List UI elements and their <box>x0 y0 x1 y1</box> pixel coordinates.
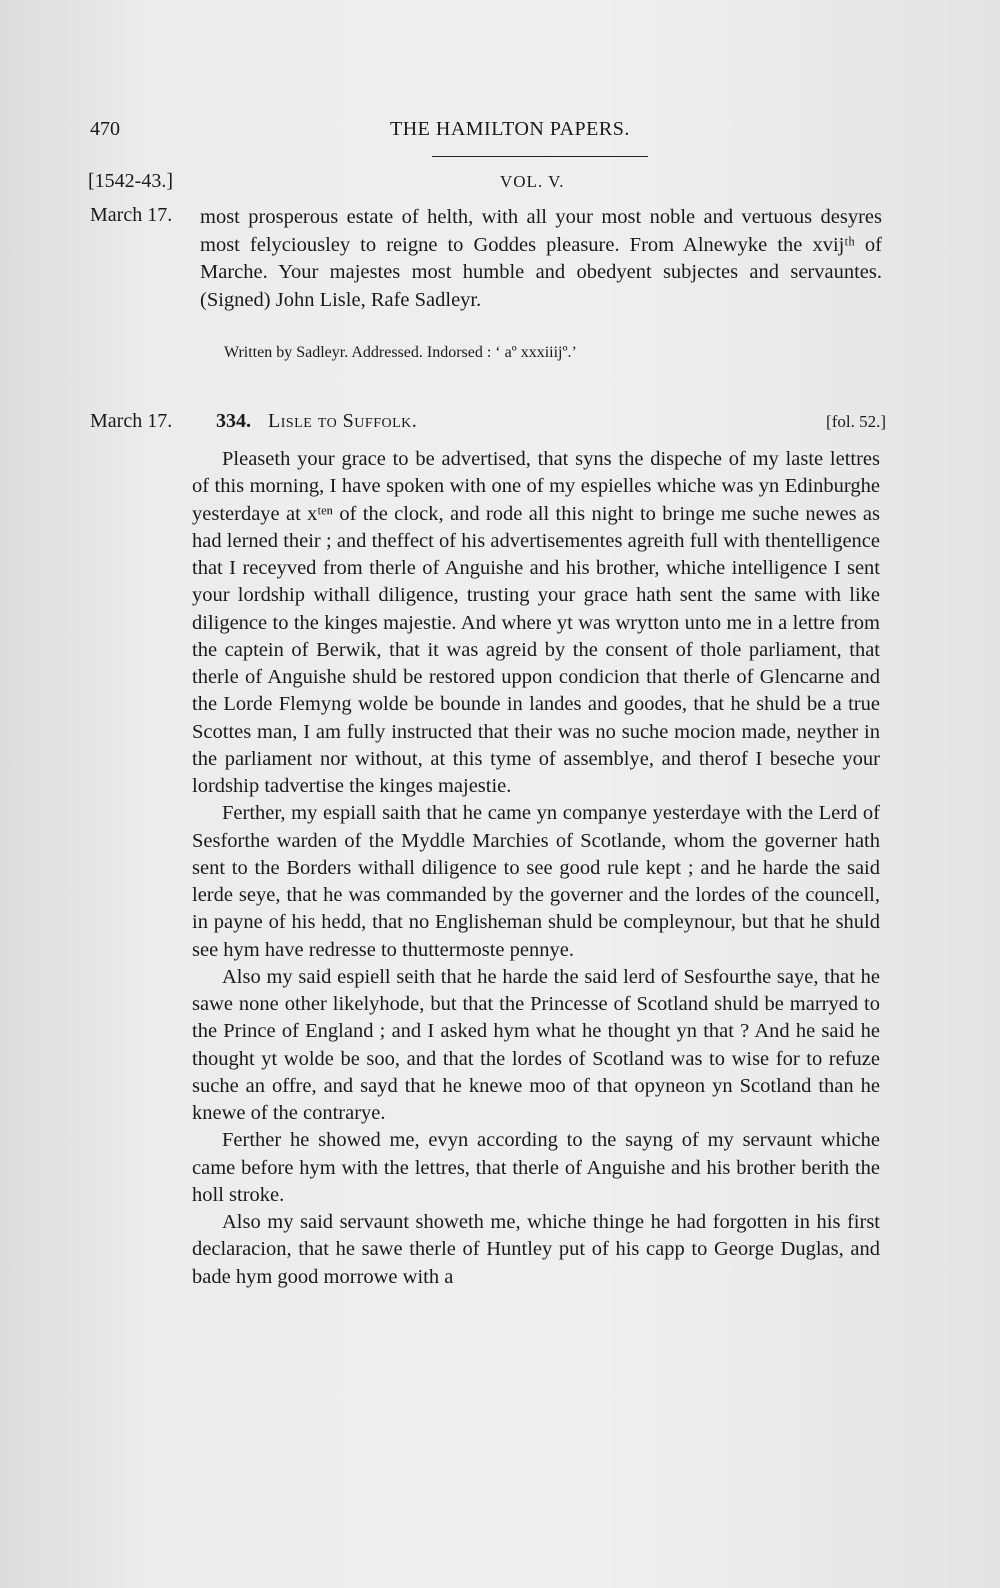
folio-reference: [fol. 52.] <box>826 412 886 431</box>
running-head <box>90 118 910 148</box>
document-number: 334. <box>216 410 251 432</box>
paragraph: Ferther he showed me, evyn according to the sayng of my servaunt whiche came before hym with the lettres, that therle of Anguishe and his brother berith the holl stroke. <box>192 1129 880 1206</box>
date-range: [1542-43.] <box>88 170 173 192</box>
continued-letter-text: most prosperous estate of helth, with all your most noble and vertuous desyres most felyciousley to reigne to Goddes pleasure. From Alnewyke the xvijᵗʰ of Marche. Your majestes most humble and obedyent subjectes and servauntes. (Signed) John Lisle, Rafe Sadleyr. <box>200 206 882 311</box>
volume-label: VOL. V. <box>500 172 565 191</box>
paragraph: Pleaseth your grace to be advertised, that syns the dispeche of my laste lettres of this morning, I have spoken with one of my espielles whiche was yn Edinburghe yesterdaye at xᵗᵉⁿ of the clock, and rode all this night to bringe me suche newes as had lerned their ; and theffect of his advertisementes agreith full with thentelligence that I receyved from therle of Anguishe and his brother, whiche intelligence I sent your lordship withall diligence, trusting your grace hath sent the same with like diligence to the kinges majestie. And where yt was wrytton unto me in a lettre from the captein of Berwik, that it was agreid by the consent of thole parliament, that therle of Anguishe shuld be restored uppon condicion that therle of Glencarne and the Lorde Flemyng wolde be bounde in landes and goodes, that he shuld be a true Scottes man, I am fully instructed that their was no suche mocion made, neyther in the parliament nor without, at this tyme of assemblye, and therof I beseche your lordship tadvertise the kinges majestie. <box>192 448 880 797</box>
paragraph: Also my said espiell seith that he harde the said lerd of Sesfourthe saye, that he sawe none other likelyhode, but that the Princesse of Scotland shuld be marryed to the Prince of England ; and I asked hym what he thought yn that ? And he said he thought yt wolde be soo, and that the lordes of Scotland was to wise for to refuze suche an offre, and sayd that he knewe moo of that opyneon yn Scotland than he knewe of the contrarye. <box>192 965 880 1124</box>
title-rule <box>432 156 648 157</box>
page-number: 470 <box>90 118 120 140</box>
paragraph: Also my said servaunt showeth me, whiche thinge he had forgotten in his first declaracion, that he sawe therle of Huntley put of his capp to George Duglas, and bade hym good morrowe with a <box>192 1211 880 1288</box>
book-title: THE HAMILTON PAPERS. <box>390 118 630 140</box>
document-heading <box>90 410 910 438</box>
letter-body <box>192 446 880 1291</box>
document-title: Lisle to Suffolk. <box>268 410 418 432</box>
paragraph: Ferther, my espiall saith that he came yn companye yesterdaye with the Lerd of Sesforthe warden of the Myddle Marchies of Scotlande, whom the governer hath sent to the Borders withall diligence to see good rule kept ; and he harde the said lerde seye, that he was commanded by the governer and the lordes of the councell, in payne of his hedd, that no Englisheman shuld be compleynour, but that he shuld see hym have redresse to thuttermoste pennye. <box>192 802 880 961</box>
document-date: March 17. <box>90 410 173 432</box>
margin-date: March 17. <box>90 204 173 226</box>
endorsement-note: Written by Sadleyr. Addressed. Indorsed : ‘ aº xxxiiijº.’ <box>224 344 577 361</box>
